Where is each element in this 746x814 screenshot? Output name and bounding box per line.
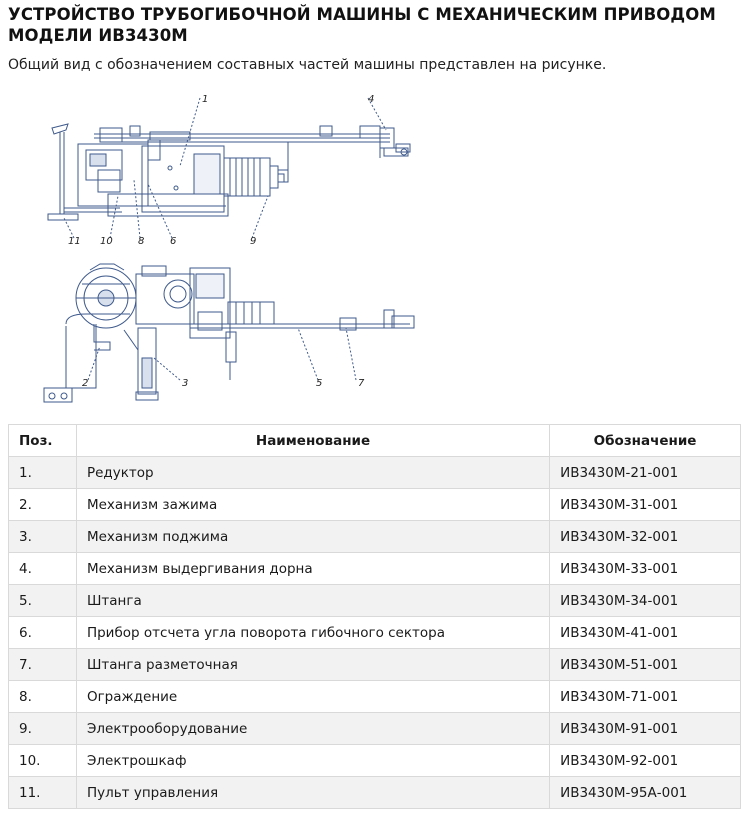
table-row [9, 617, 741, 649]
cell-name: Механизм зажима [76, 489, 549, 521]
header-name: Наименование [76, 425, 549, 457]
table-row [9, 489, 741, 521]
cell-pos: 11. [9, 777, 77, 809]
cell-code: ИВ3430М-34-001 [550, 585, 741, 617]
machine-drawing [30, 88, 430, 418]
figure-callout-4: 4 [368, 94, 375, 105]
cell-pos: 2. [9, 489, 77, 521]
figure-callout-3: 3 [182, 378, 189, 389]
cell-name: Редуктор [76, 457, 549, 489]
cell-pos: 7. [9, 649, 77, 681]
intro-text: Общий вид с обозначением составных частей машины представлен на рисунке. [8, 57, 607, 73]
cell-code: ИВ3430М-31-001 [550, 489, 741, 521]
cell-name: Штанга разметочная [76, 649, 549, 681]
table-header-row [9, 425, 741, 457]
figure-callout-8: 8 [138, 236, 145, 247]
table-row [9, 777, 741, 809]
cell-pos: 9. [9, 713, 77, 745]
table-row [9, 521, 741, 553]
figure-callout-11: 11 [68, 236, 81, 247]
cell-name: Прибор отсчета угла поворота гибочного сектора [76, 617, 549, 649]
cell-pos: 1. [9, 457, 77, 489]
cell-pos: 3. [9, 521, 77, 553]
cell-code: ИВ3430М-92-001 [550, 745, 741, 777]
cell-code: ИВ3430М-51-001 [550, 649, 741, 681]
figure-callout-7: 7 [358, 378, 365, 389]
table-row [9, 457, 741, 489]
cell-code: ИВ3430М-21-001 [550, 457, 741, 489]
figure-callout-1: 1 [202, 94, 209, 105]
cell-pos: 10. [9, 745, 77, 777]
cell-pos: 8. [9, 681, 77, 713]
figure-callout-2: 2 [82, 378, 89, 389]
cell-pos: 5. [9, 585, 77, 617]
cell-name: Механизм выдергивания дорна [76, 553, 549, 585]
header-code: Обозначение [550, 425, 741, 457]
cell-code: ИВ3430М-41-001 [550, 617, 741, 649]
table-row [9, 649, 741, 681]
cell-code: ИВ3430М-33-001 [550, 553, 741, 585]
cell-name: Ограждение [76, 681, 549, 713]
cell-name: Пульт управления [76, 777, 549, 809]
page-title: УСТРОЙСТВО ТРУБОГИБОЧНОЙ МАШИНЫ С МЕХАНИЧЕСКИМ ПРИВОДОМ МОДЕЛИ ИВ3430М [8, 5, 716, 45]
cell-name: Электрооборудование [76, 713, 549, 745]
parts-table [8, 424, 741, 809]
table-row [9, 745, 741, 777]
table-row [9, 681, 741, 713]
figure-callout-6: 6 [170, 236, 177, 247]
figure-callout-5: 5 [316, 378, 323, 389]
cell-name: Электрошкаф [76, 745, 549, 777]
cell-name: Штанга [76, 585, 549, 617]
figure-callout-10: 10 [100, 236, 113, 247]
cell-pos: 6. [9, 617, 77, 649]
table-row [9, 553, 741, 585]
table-row [9, 585, 741, 617]
cell-code: ИВ3430М-95А-001 [550, 777, 741, 809]
table-row [9, 713, 741, 745]
cell-name: Механизм поджима [76, 521, 549, 553]
cell-pos: 4. [9, 553, 77, 585]
header-pos: Поз. [9, 425, 77, 457]
cell-code: ИВ3430М-91-001 [550, 713, 741, 745]
cell-code: ИВ3430М-71-001 [550, 681, 741, 713]
cell-code: ИВ3430М-32-001 [550, 521, 741, 553]
figure-callout-9: 9 [250, 236, 257, 247]
